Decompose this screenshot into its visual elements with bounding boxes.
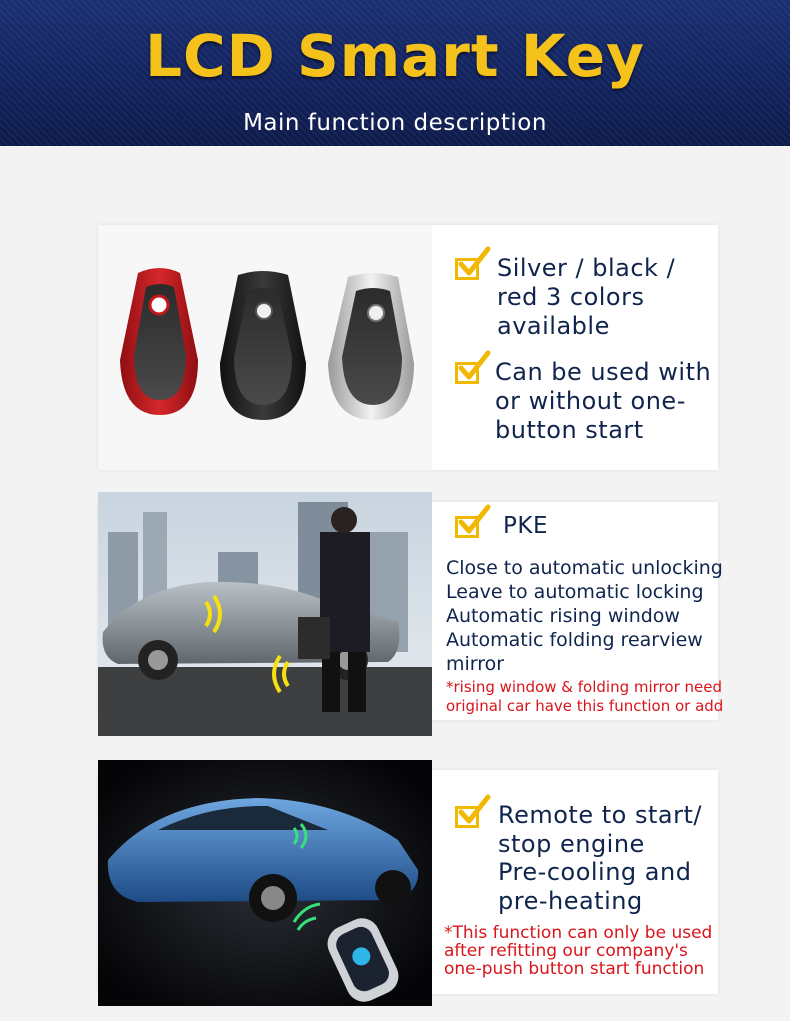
pke-line: Automatic rising window (446, 605, 680, 627)
checkbox-checked-icon (455, 358, 491, 384)
feature-colors (455, 254, 705, 341)
silver-key-icon (328, 273, 414, 420)
pke-title: PKE (503, 513, 548, 539)
pke-line: Leave to automatic locking (446, 581, 704, 603)
feature-colors-text: Silver / black / red 3 colors available (497, 254, 676, 340)
feature-remote-start (455, 802, 491, 828)
pke-scene-image (98, 492, 432, 736)
pke-line: mirror (446, 653, 505, 675)
remote-line: stop engine (498, 830, 645, 858)
pke-note: *rising window & folding mirror need (446, 678, 722, 696)
smart-keys-illustration (98, 225, 432, 470)
remote-note: after refitting our company's (444, 941, 688, 961)
remote-line: pre-heating (498, 887, 643, 915)
remote-start-illustration (98, 760, 432, 1006)
feature-one-button (455, 358, 717, 445)
page-title: LCD Smart Key (145, 22, 645, 90)
pke-heading (455, 512, 548, 541)
header-banner (0, 0, 790, 146)
remote-line: Pre-cooling and (498, 858, 692, 886)
remote-line: Remote to start/ (498, 801, 702, 829)
remote-note: *This function can only be used (444, 923, 713, 943)
pke-note: original car have this function or add (446, 697, 724, 715)
pke-scene-illustration (98, 492, 432, 736)
page-subtitle: Main function description (243, 110, 547, 136)
checkbox-checked-icon (455, 512, 491, 538)
smart-key-colors-image (98, 225, 432, 470)
checkbox-checked-icon (455, 254, 491, 280)
feature-one-button-text: Can be used with or without one-button start (495, 358, 712, 444)
pke-line: Automatic folding rearview (446, 629, 703, 651)
pke-line: Close to automatic unlocking (446, 557, 723, 579)
red-key-icon (120, 268, 198, 415)
checkbox-checked-icon (455, 802, 491, 828)
remote-start-image (98, 760, 432, 1006)
remote-note: one-push button start function (444, 959, 705, 979)
black-key-icon (220, 271, 306, 420)
